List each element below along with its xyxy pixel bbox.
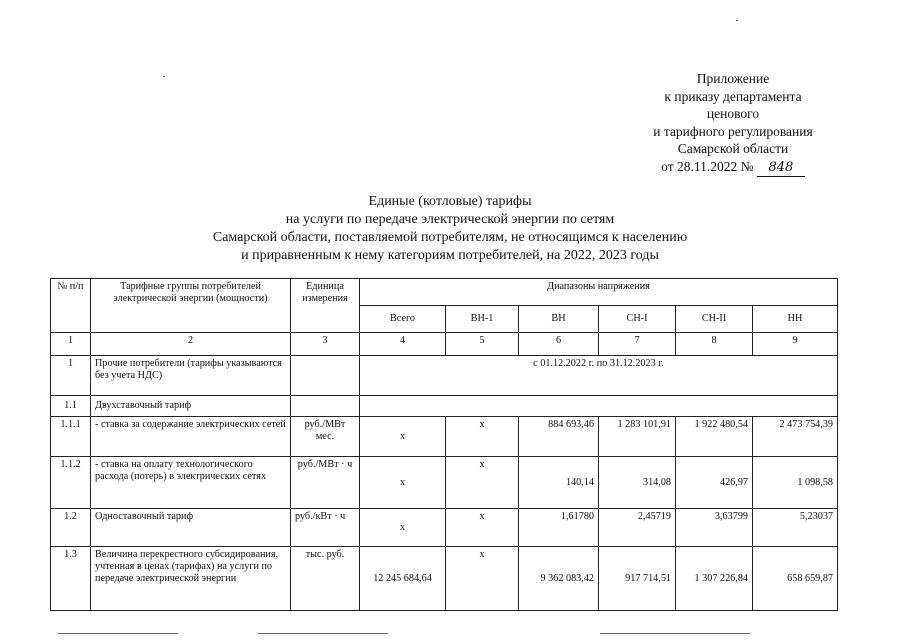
row-total: х [360,509,446,547]
row-nn: 5,23037 [753,509,838,547]
table-row [51,417,838,457]
appendix-line-1: Приложение [696,71,770,86]
row-vn: 884 693,46 [519,417,599,457]
table-row [51,457,838,509]
page-edge-line [58,633,178,634]
row-vn1: х [446,457,519,509]
appendix-date: от 28.11.2022 № [661,158,754,174]
row-sn2: 426,97 [676,457,753,509]
row-vn: 9 362 083,42 [519,547,599,611]
row-name: - ставка за содержание электрических сетей [91,417,291,457]
header-num: № п/п [51,279,91,333]
row-total: 12 245 684,64 [360,547,446,611]
row-name: - ставка на оплату технологического расхода (потерь) в электрических сетях [91,457,291,509]
column-number: 9 [753,333,838,356]
header-row-1 [51,279,838,306]
row-total: х [360,457,446,509]
scan-speck [736,20,738,21]
row-vn1: х [446,417,519,457]
title-line-2: на услуги по передаче электрической энергии по сетям [285,212,615,227]
header-vn: ВН [519,306,599,333]
row-unit: руб./МВт мес. [291,417,360,457]
row-unit: руб./кВт · ч [291,509,360,547]
row-nn: 1 098,58 [753,457,838,509]
row-sn1: 1 283 101,91 [599,417,676,457]
row-values-empty [360,396,838,417]
row-num: 1.3 [51,547,91,611]
appendix-line-4: и тарифного регулирования [653,123,813,139]
table-row [51,509,838,547]
row-num: 1.1.2 [51,457,91,509]
row-sn1: 2,45719 [599,509,676,547]
header-sn1: СН-I [599,306,676,333]
row-vn: 1,61780 [519,509,599,547]
appendix-line-5: Самарской области [677,141,789,156]
header-vn1: ВН-1 [446,306,519,333]
row-num: 1 [51,356,91,396]
column-number: 4 [360,333,446,356]
document-title [40,193,860,265]
row-nn: 2 473 754,39 [753,417,838,457]
row-num: 1.2 [51,509,91,547]
column-number: 1 [51,333,91,356]
header-sn2: СН-II [676,306,753,333]
row-name: Прочие потребители (тарифы указываются без учета НДС) [91,356,291,396]
table-row [51,396,838,417]
row-name: Двухставочный тариф [91,396,291,417]
appendix-line-3: ценового [706,106,760,121]
row-total: х [360,417,446,457]
column-number: 7 [599,333,676,356]
row-unit [291,396,360,417]
tariff-table [50,278,838,611]
column-number-row [51,333,838,356]
row-sn2: 3,63799 [676,509,753,547]
row-sn2: 1 307 226,84 [676,547,753,611]
appendix-line-2: к приказу департамента [664,88,802,104]
row-sn1: 314,08 [599,457,676,509]
column-number: 6 [519,333,599,356]
table-row [51,356,838,396]
column-number: 8 [676,333,753,356]
title-line-3: Самарской области, поставляемой потребителям, не относящимся к населению [212,230,688,245]
column-number: 3 [291,333,360,356]
row-sn1: 917 714,51 [599,547,676,611]
appendix-date-line [633,158,833,178]
scan-speck [163,76,165,77]
order-number: 848 [757,159,805,178]
row-vn1: х [446,509,519,547]
row-vn1: х [446,547,519,611]
row-unit: руб./МВт · ч [291,457,360,509]
page-edge-line [258,633,388,634]
header-unit: Единица измерения [291,279,360,333]
header-group: Тарифные группы потребителей электрической энергии (мощности) [91,279,291,333]
row-unit [291,356,360,396]
row-name: Величина перекрестного субсидирования, учтенная в ценах (тарифах) на услуги по передаче электрической энергии [91,547,291,611]
header-ranges: Диапазоны напряжения [360,279,838,306]
row-sn2: 1 922 480,54 [676,417,753,457]
row-name: Одноставочный тариф [91,509,291,547]
column-number: 5 [446,333,519,356]
row-period: с 01.12.2022 г. по 31.12.2023 г. [360,356,838,396]
column-number: 2 [91,333,291,356]
header-total: Всего [360,306,446,333]
title-line-1: Единые (котловые) тарифы [368,194,532,209]
title-line-4: и приравненным к нему категориям потребителей, на 2022, 2023 годы [241,248,659,263]
table-row [51,547,838,611]
page-edge-line [600,633,750,634]
row-vn: 140,14 [519,457,599,509]
row-num: 1.1 [51,396,91,417]
row-nn: 658 659,87 [753,547,838,611]
header-nn: НН [753,306,838,333]
row-num: 1.1.1 [51,417,91,457]
appendix-block [633,70,833,177]
row-unit: тыс. руб. [291,547,360,611]
